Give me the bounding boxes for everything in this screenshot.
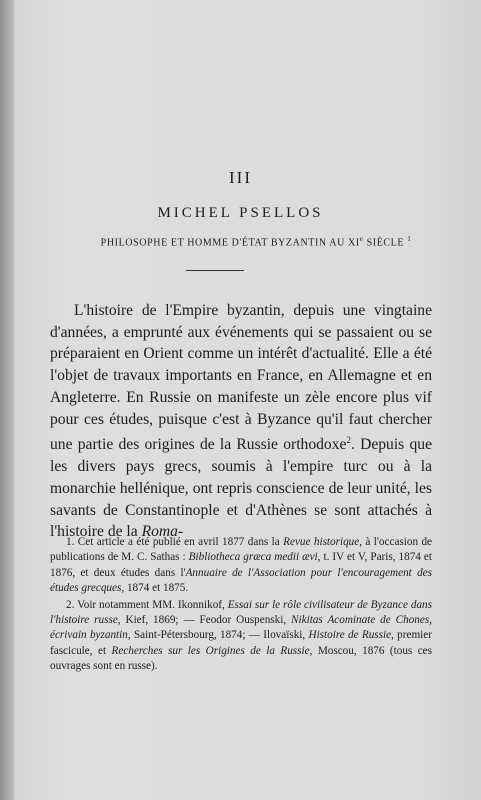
chapter-subtitle <box>64 235 448 248</box>
fn1-italic: Annuaire de l'Association pour l'encouragement des études grecques <box>50 566 432 595</box>
fn1-part: 1. Cet article a été publié en avril 1877 dans la <box>66 536 284 548</box>
fn2-part: , Kief, 1869; — Feodor Ouspenski, <box>117 614 292 627</box>
fn1-italic: Bibliotheca græca medii ævi <box>188 551 318 564</box>
book-spine-shadow <box>0 0 14 800</box>
chapter-title: MICHEL PSELLOS <box>157 205 324 221</box>
fn2-italic: Recherches sur les Origines de la Russie <box>111 644 310 657</box>
footnote-2 <box>50 598 432 675</box>
footnote-ref-1: 1 <box>407 235 412 243</box>
fn1-part: , t. IV et V, Paris, 1874 et 1876, et deux études dans l' <box>50 551 432 579</box>
section-divider <box>186 270 244 271</box>
subtitle-superscript: e <box>359 235 364 243</box>
footnote-1 <box>50 535 432 597</box>
fn2-italic: Nikitas Acominate de Chones, écrivain byzantin <box>50 614 432 642</box>
subtitle-end: SIÈCLE <box>363 237 405 249</box>
chapter-number: III <box>229 168 252 187</box>
fn2-part: , Saint-Pétersbourg, 1874; — Ilovaïski, <box>127 629 309 642</box>
fn2-part: 2. Voir notamment MM. Ikonnikof, <box>66 598 228 611</box>
paragraph-1-continuation: . Depuis que les divers pays grecs, soumis à l'empire turc ou à la monarchie hellénique, ont repris conscience de leur unité, les savants de Constantinople et d'Athènes se sont attachés à l'histoire de la <box>50 436 432 541</box>
main-text <box>50 300 432 543</box>
fn2-part: , Moscou, 1876 (tous ces ouvrages sont en russe). <box>50 644 432 673</box>
fn2-italic: Essai sur le rôle civilisateur de Byzance dans l'histoire russe <box>50 598 432 627</box>
fn1-part: , à l'occasion de publications de M. C. Sathas : <box>50 536 433 564</box>
footnotes <box>50 535 432 676</box>
fn2-italic: Histoire de Russie <box>308 629 392 642</box>
fn1-italic: Revue historique <box>283 536 360 548</box>
paragraph-1-text: L'histoire de l'Empire byzantin, depuis une vingtaine d'années, a emprunté aux événements qui se passaient ou se préparaient en Orient comme un intérêt d'actualité. Elle a été l'objet de travaux importants en France, en Allemagne et en Angleterre. En Russie on manifeste un zèle encore plus vif pour ces études, puisque c'est à Byzance qu'il faut chercher une partie des origines de la Russie orthodoxe <box>50 302 432 454</box>
fn2-part: , premier fascicule, et <box>50 629 432 657</box>
fn1-part: , 1874 et 1875. <box>121 582 189 595</box>
footnote-ref-2: 2 <box>346 435 351 446</box>
paragraph-1 <box>50 300 432 543</box>
paragraph-1-italic: Roma- <box>141 523 184 541</box>
subtitle-text: PHILOSOPHE ET HOMME D'ÉTAT BYZANTIN AU XI <box>100 237 360 249</box>
